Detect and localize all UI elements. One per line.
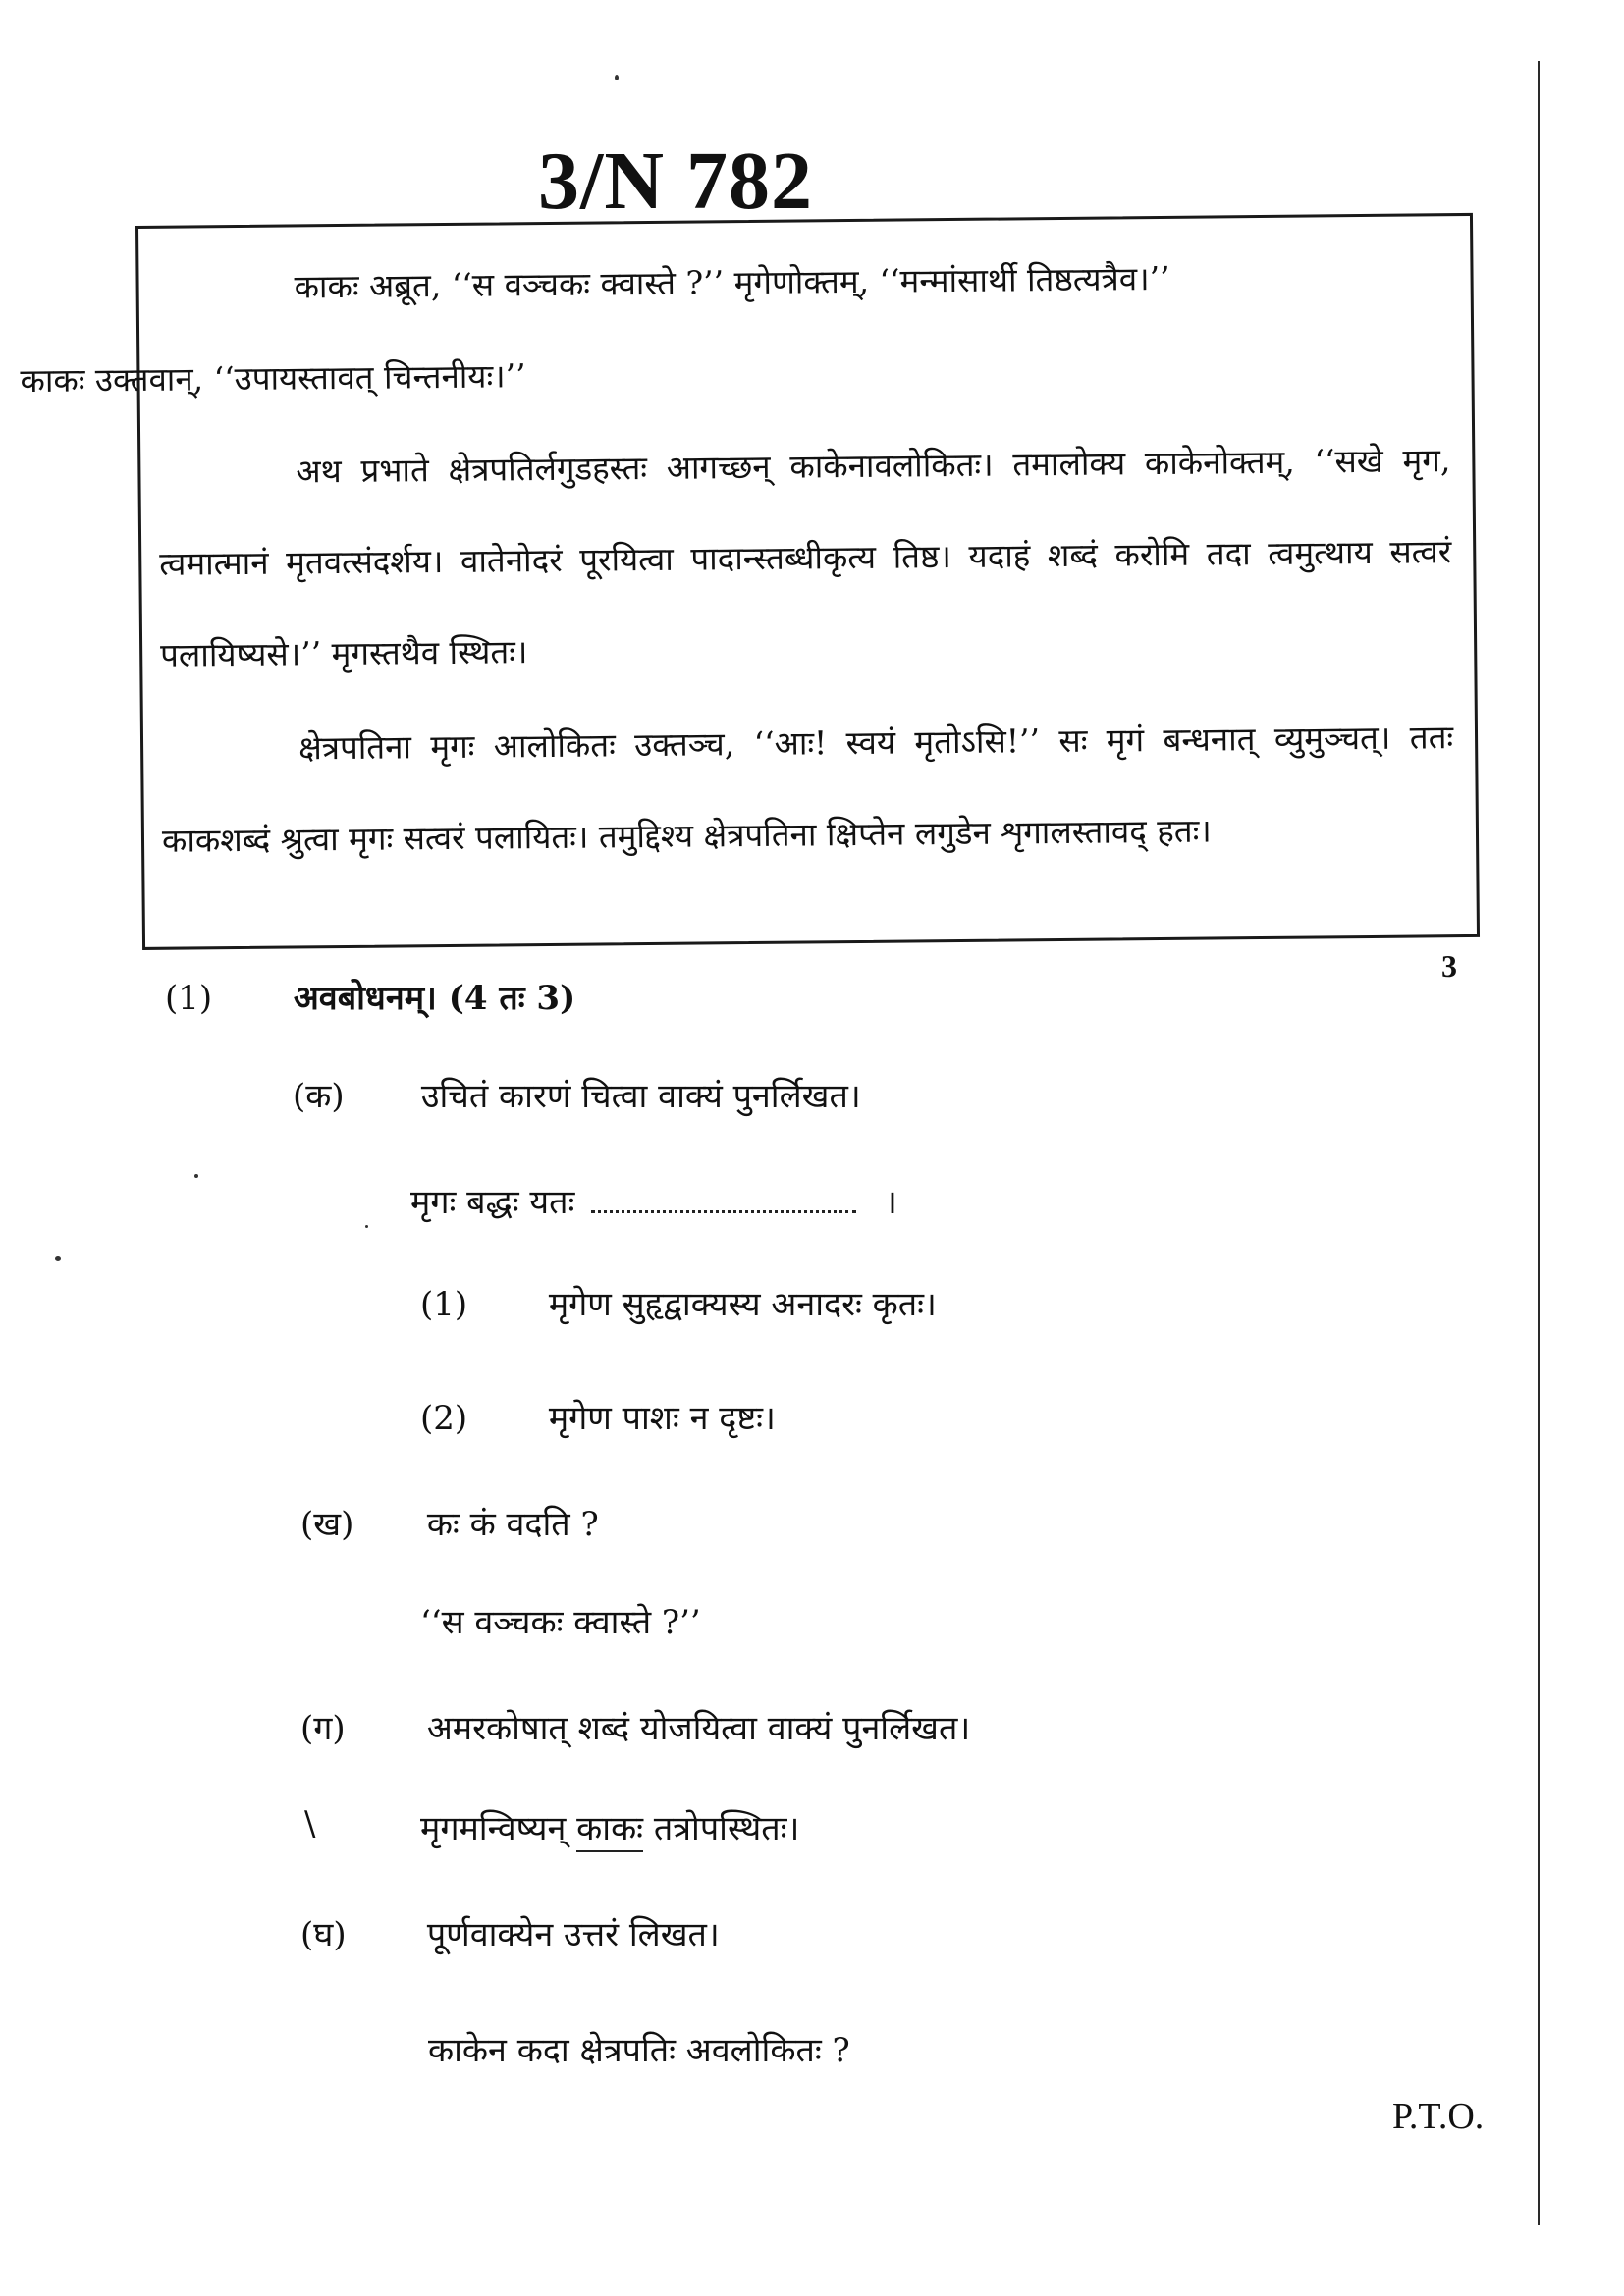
option-text: मृगेण सुहृद्वाक्यस्य अनादरः कृतः। [548,1285,937,1324]
page-edge-rule [1538,61,1540,2225]
scan-speck [194,1174,198,1178]
sentence-after: तत्रोपस्थितः। [653,1809,800,1848]
passage-line: काकः उक्तवान्, ‘‘उपायस्तावत् चिन्तनीयः।’’ [20,356,526,400]
passage-box [20,213,1480,950]
subquestion-gha [300,1910,720,1955]
passage-paragraph-1 [20,230,1450,425]
question-heading [165,974,575,1019]
sentence-start: मृगः बद्धः यतः [410,1183,575,1222]
answer-blank [591,1189,856,1213]
subquestion-instruction: उचितं कारणं चित्वा वाक्यं पुनर्लिखत। [420,1077,861,1116]
scan-speck [615,75,619,80]
passage-line: काकः अब्रूत, ‘‘स वञ्चकः क्वास्ते ?’’ मृगेणोक्तम्, ‘‘मन्मांसार्थी तिष्ठत्यत्रैव।’’ [294,258,1170,306]
option-item [420,1280,937,1325]
page-code: 3/N 782 [538,135,813,227]
gha-question-text: काकेन कदा क्षेत्रपतिः अवलोकितः ? [428,2031,850,2070]
subquestion-label: (ग) [300,1709,346,1748]
stray-mark: \ [304,1804,316,1843]
subquestion-ka [293,1072,861,1117]
synonym-sentence [420,1804,799,1849]
subquestion-ga [300,1704,970,1749]
question-number: (1) [165,979,213,1018]
passage-paragraph-3: क्षेत्रपतिना मृगः आलोकितः उक्तञ्च, ‘‘आः! स्वयं मृतोऽसि!’’ सः मृगं बन्धनात् व्युमुञ्चत्। ततः काकशब्दं श्रुत्वा मृगः सत्वरं पलायितः। तमुद्दिश्य क्षेत्रपतिना क्षिप्तेन लगुडेन शृगालस्तावद् हतः। [161,718,1454,860]
underlined-word: काकः [576,1809,643,1852]
subquestion-kha [300,1500,599,1545]
sentence-end: । [885,1183,897,1222]
marks-total: 3 [1441,948,1457,984]
passage-paragraph-2: अथ प्रभाते क्षेत्रपतिर्लगुडहस्तः आगच्छन् काकेनावलोकितः। तमालोक्य काकेनोक्तम्, ‘‘सखे मृग, त्वमात्मानं मृतवत्संदर्शय। वातेनोदरं पूरयित्वा पादान्स्तब्धीकृत्य तिष्ठ। यदाहं शब्दं करोमि तदा त्वमुत्थाय सत्वरं पलायिष्यसे।’’ मृगस्तथैव स्थितः। [159,441,1452,674]
option-number: (1) [420,1285,468,1324]
option-item [420,1394,776,1439]
option-text: मृगेण पाशः न दृष्टः। [548,1399,776,1438]
fill-blank-sentence [410,1178,897,1223]
scan-speck [55,1256,61,1261]
quoted-sentence: ‘‘स वञ्चकः क्वास्ते ?’’ [420,1603,701,1642]
subquestion-instruction: अमरकोषात् शब्दं योजयित्वा वाक्यं पुनर्लिखत। [426,1709,971,1748]
subquestion-label: (घ) [300,1915,347,1954]
subquestion-label: (क) [293,1077,345,1116]
sentence-before: मृगमन्विष्यन् [420,1809,567,1848]
subquestion-instruction: कः कं वदति ? [426,1505,599,1544]
subquestion-instruction: पूर्णवाक्येन उत्तरं लिखत। [426,1915,720,1954]
subquestion-label: (ख) [300,1505,354,1544]
question-title: अवबोधनम्। (4 तः 3) [293,979,576,1018]
page-turn-over: P.T.O. [1392,2096,1485,2137]
option-number: (2) [420,1399,468,1438]
scan-speck [365,1225,368,1228]
